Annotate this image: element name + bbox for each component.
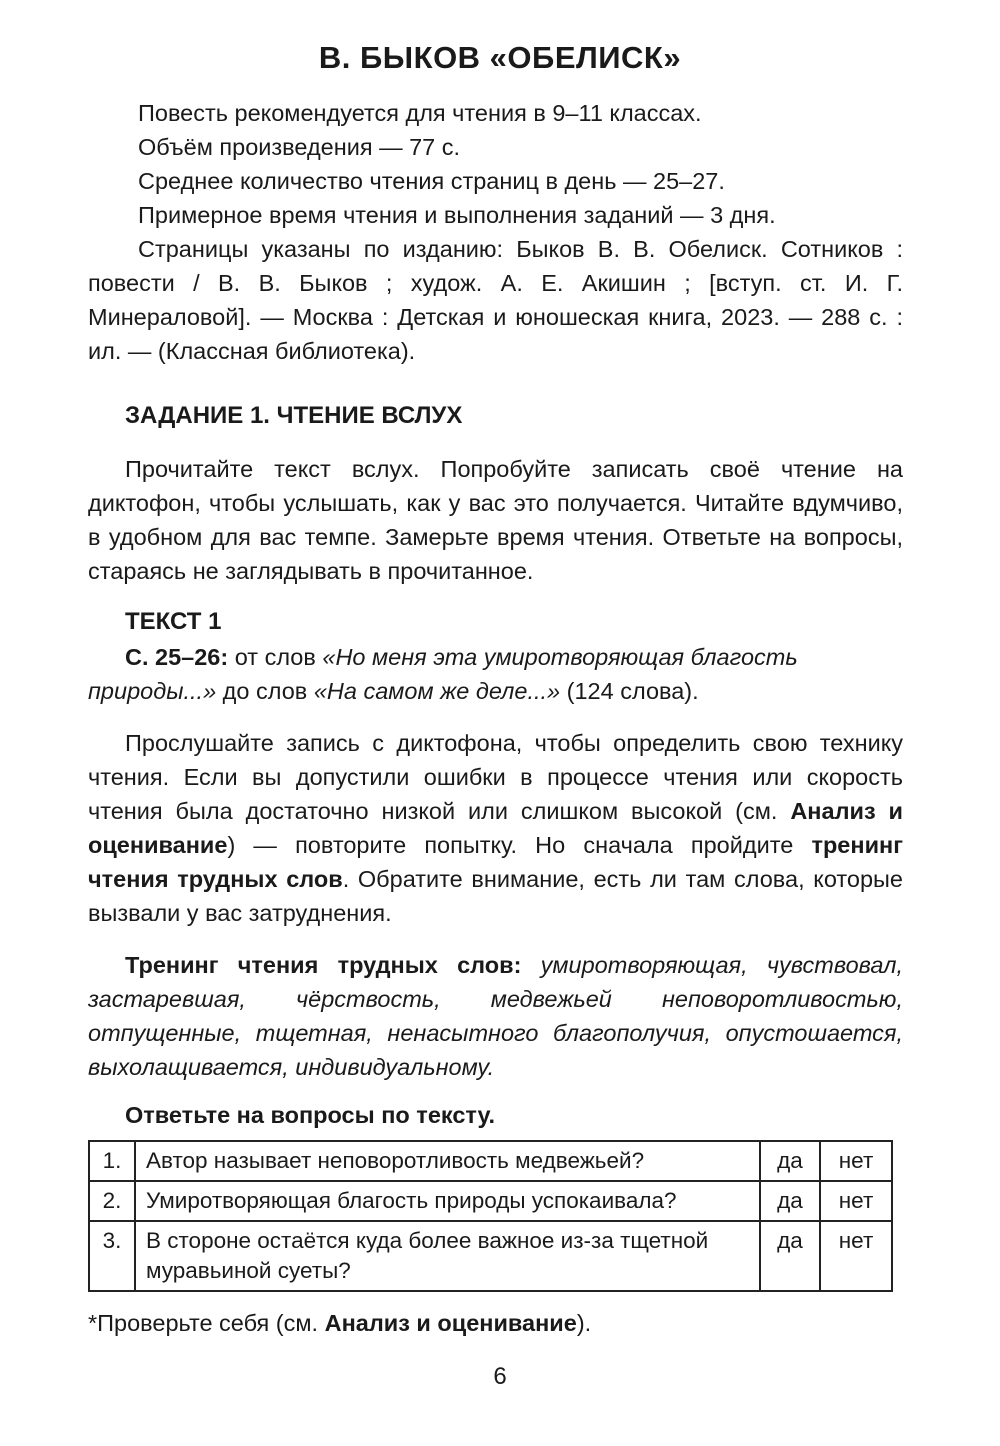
- listen-text-2: ) — повторите попытку. Но сначала пройдите: [227, 832, 812, 858]
- training-paragraph: [88, 948, 903, 1084]
- self-check-prefix: *Проверьте себя (см.: [88, 1310, 325, 1336]
- task1-instructions: Прочитайте текст вслух. Попробуйте записать своё чтение на диктофон, чтобы услышать, как у вас это получается. Читайте вдумчиво, в удобном для вас темпе. Замерьте время чтения. Ответьте на вопросы, стараясь не заглядывать в прочитанное.: [88, 456, 903, 584]
- training-label: Тренинг чтения трудных слов:: [125, 952, 522, 978]
- listen-text-3: . Обратите внимание, есть ли там слова, которые вызвали у вас затруднения.: [88, 866, 903, 926]
- page-number: 6: [493, 1363, 507, 1390]
- self-check-note: [88, 1310, 591, 1337]
- answer-no[interactable]: нет: [820, 1141, 892, 1181]
- task1-heading: ЗАДАНИЕ 1. ЧТЕНИЕ ВСЛУХ: [125, 402, 463, 429]
- book-info: [88, 96, 903, 368]
- page-title: В. БЫКОВ «ОБЕЛИСК»: [318, 40, 682, 75]
- answer-no[interactable]: нет: [820, 1221, 892, 1291]
- self-check-analysis-ref: Анализ и оценивание: [324, 1310, 577, 1336]
- answer-yes[interactable]: да: [760, 1221, 820, 1291]
- text1-range: [88, 640, 903, 708]
- question-text: Автор называет неповоротливость медвежьей?: [135, 1141, 760, 1181]
- info-volume: Объём произведения — 77 с.: [138, 134, 461, 160]
- question-text: В стороне остаётся куда более важное из-за тщетной муравьиной суеты?: [135, 1221, 760, 1291]
- info-pages-per-day: Среднее количество чтения страниц в день — 25–27.: [138, 168, 725, 194]
- text1-pages: С. 25–26:: [125, 644, 229, 670]
- listen-text-1: Прослушайте запись с диктофона, чтобы определить свою технику чтения. Если вы допустили ошибки в процессе чтения или скорость чтения была достаточно низкой или слишком высокой (см.: [88, 730, 903, 824]
- info-time: Примерное время чтения и выполнения заданий — 3 дня.: [138, 202, 776, 228]
- question-row: [89, 1141, 892, 1181]
- question-row: [89, 1181, 892, 1221]
- question-number: 1.: [89, 1141, 135, 1181]
- answer-yes[interactable]: да: [760, 1181, 820, 1221]
- text1-from-word: от слов: [228, 644, 323, 670]
- info-grades: Повесть рекомендуется для чтения в 9–11 классах.: [138, 100, 702, 126]
- listen-training-ref: тренинг чтения трудных слов: [88, 832, 903, 892]
- text1-to-quote: «На самом же деле...»: [313, 678, 561, 704]
- info-edition: Страницы указаны по изданию: Быков В. В. Обелиск. Сотников : повести / В. В. Быков ; худож. А. Е. Акишин ; [вступ. ст. И. Г. Минераловой]. — Москва : Детская и юношеская книга, 2023. — 288 с. : ил. — (Классная библиотека).: [88, 236, 903, 364]
- listen-analysis-ref: Анализ и оценивание: [88, 798, 903, 858]
- text1-from-quote: «Но меня эта умиротворяющая благость природы...»: [88, 644, 798, 704]
- question-row: [89, 1221, 892, 1291]
- self-check-suffix: ).: [576, 1310, 592, 1336]
- question-text: Умиротворяющая благость природы успокаивала?: [135, 1181, 760, 1221]
- training-words: умиротворяющая, чувствовал, застаревшая, чёрствость, медвежьей неповоротливостью, отпущенные, тщетная, ненасытного благополучия, опустошается, выхолащивается, индивидуальному.: [88, 952, 903, 1080]
- text1-word-count: (124 слова).: [560, 678, 699, 704]
- listen-paragraph: [88, 726, 903, 930]
- answer-no[interactable]: нет: [820, 1181, 892, 1221]
- question-number: 3.: [89, 1221, 135, 1291]
- question-number: 2.: [89, 1181, 135, 1221]
- questions-table: [88, 1140, 893, 1292]
- answer-yes[interactable]: да: [760, 1141, 820, 1181]
- text1-to-word: до слов: [216, 678, 314, 704]
- text1-heading: ТЕКСТ 1: [125, 608, 222, 635]
- questions-heading: Ответьте на вопросы по тексту.: [125, 1102, 496, 1128]
